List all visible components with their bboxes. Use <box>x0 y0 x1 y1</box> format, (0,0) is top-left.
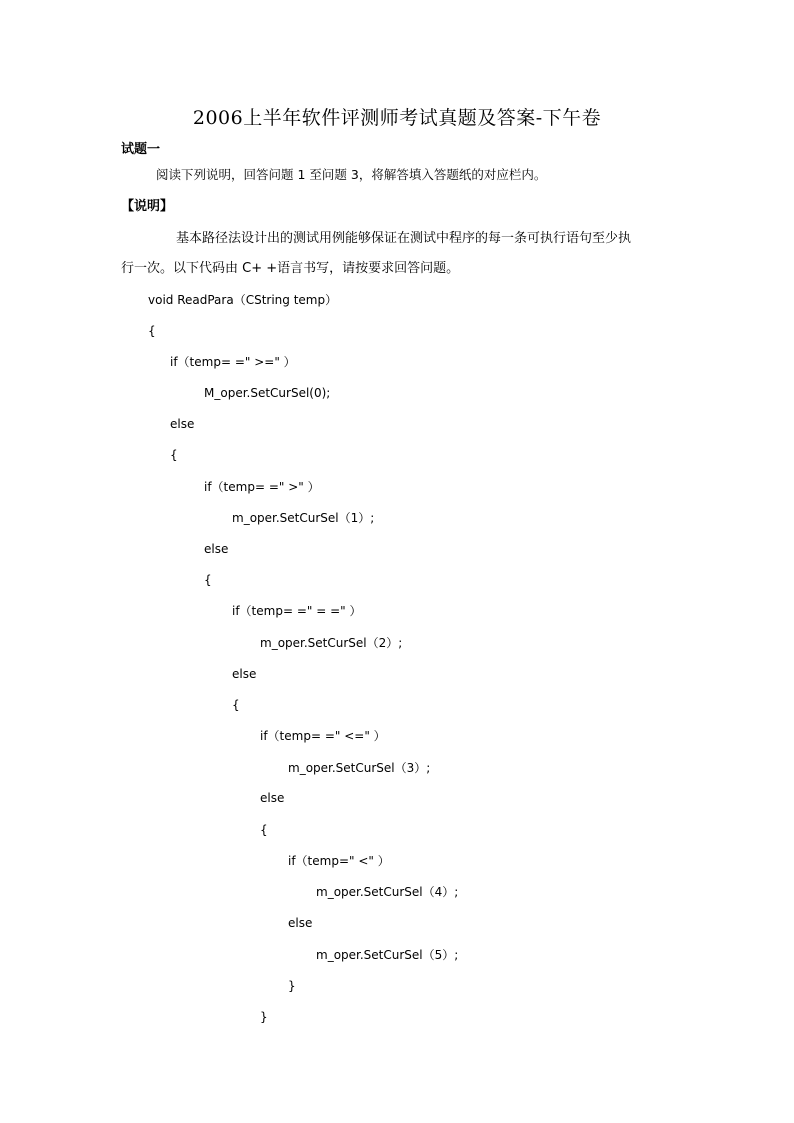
code-line: if（temp= =" >=" ） <box>170 355 296 369</box>
question-intro: 阅读下列说明，回答问题 1 至问题 3，将解答填入答题纸的对应栏内。 <box>156 167 547 182</box>
code-line: if（temp=" <" ） <box>288 854 390 868</box>
code-line: } <box>288 979 296 993</box>
code-line: m_oper.SetCurSel（3）; <box>288 761 431 775</box>
explanation-paragraph-line-1: 基本路径法设计出的测试用例能够保证在测试中程序的每一条可执行语句至少执 <box>176 231 632 246</box>
code-line: { <box>170 448 178 462</box>
code-line: m_oper.SetCurSel（5）; <box>316 948 459 962</box>
code-line: { <box>260 823 268 837</box>
code-line: m_oper.SetCurSel（1）; <box>232 511 375 525</box>
code-line: if（temp= =" <=" ） <box>260 729 386 743</box>
code-line: else <box>288 916 313 930</box>
code-line: } <box>260 1010 268 1024</box>
code-line: else <box>170 417 195 431</box>
explanation-paragraph-line-2: 行一次。以下代码由 C+ +语言书写，请按要求回答问题。 <box>121 261 460 276</box>
question-label: 试题一 <box>121 142 161 157</box>
code-line: if（temp= =" = =" ） <box>232 604 362 618</box>
code-line: m_oper.SetCurSel（2）; <box>260 636 403 650</box>
code-line: else <box>260 791 285 805</box>
code-line: else <box>232 667 257 681</box>
code-line: else <box>204 542 229 556</box>
code-line: m_oper.SetCurSel（4）; <box>316 885 459 899</box>
code-line: { <box>204 573 212 587</box>
code-line: void ReadPara（CString temp） <box>148 293 338 307</box>
code-line: { <box>232 698 240 712</box>
code-line: M_oper.SetCurSel(0); <box>204 386 331 400</box>
document-title: 2006上半年软件评测师考试真题及答案-下午卷 <box>192 107 602 129</box>
code-line: { <box>148 324 156 338</box>
code-line: if（temp= =" >" ） <box>204 480 320 494</box>
explanation-heading: 【说明】 <box>121 199 174 214</box>
